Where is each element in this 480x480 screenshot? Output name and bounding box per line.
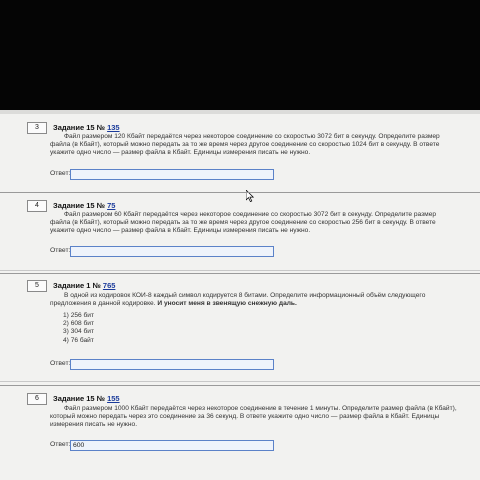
answer-label: Ответ: [50, 441, 71, 448]
task-separator [0, 270, 480, 271]
task-number-badge: 6 [27, 393, 47, 405]
task-header-label: Задание 15 № [53, 201, 105, 210]
task-link[interactable]: 75 [107, 201, 116, 210]
task-text-bold: И уносит меня в звенящую снежную даль. [157, 299, 297, 307]
task-text: Файл размером 1000 Кбайт передаётся через некоторое соединение в течение 1 минуты. Определите размер файла (в Кбайт), который можно передать через это соединение за 36 секунд. В ответе укажите одно число — размер файла в Кбайт. Единицы измерения писать не нужно. [50, 405, 457, 428]
answer-options [63, 312, 94, 345]
answer-input[interactable]: 600 [70, 440, 274, 451]
option-1: 1) 256 бит [63, 312, 95, 319]
answer-label: Ответ: [50, 360, 71, 367]
task-number-badge: 5 [27, 280, 47, 292]
task-header-label: Задание 15 № [53, 123, 105, 132]
option-4: 4) 76 байт [63, 336, 94, 344]
task-header [53, 394, 120, 403]
task-text-plain: В одной из кодировок КОИ-8 каждый символ кодируется 8 битами. Определите информационный объём следующего предложения в данной кодировке. [50, 292, 426, 307]
option-2: 2) 608 бит [63, 320, 95, 328]
task-header-label: Задание 15 № [53, 394, 105, 403]
task-header [53, 281, 115, 290]
task-text [50, 292, 458, 308]
task-link[interactable]: 155 [107, 394, 120, 403]
task-header [53, 123, 120, 132]
task-header [53, 201, 115, 210]
task-separator [0, 381, 480, 382]
task-number-badge: 3 [27, 122, 47, 134]
task-separator [0, 273, 480, 274]
task-text: Файл размером 60 Кбайт передаётся через некоторое соединение со скоростью 3072 бит в секунду. Определите размер файла (в Кбайт), который можно передать за то же время через другое соединение со скоростью 256 бит в секунду. В ответе укажите одно число — размер файла в Кбайт. Единицы измерения писать не нужно. [50, 211, 437, 234]
task-separator [0, 385, 480, 386]
answer-input[interactable] [70, 246, 274, 257]
page-top-edge [0, 110, 480, 114]
task-header-label: Задание 1 № [53, 281, 101, 290]
task-number-badge: 4 [27, 200, 47, 212]
exam-page [0, 110, 480, 480]
task-text: Файл размером 120 Кбайт передаётся через некоторое соединение со скоростью 3072 бит в секунду. Определите размер файла (в Кбайт), который можно передать за то же время через другое соединение со скоростью 1024 бит в секунду. В ответе укажите одно число — размер файла в Кбайт. Единицы измерения писать не нужно. [50, 133, 440, 156]
answer-input[interactable] [70, 359, 274, 370]
answer-label: Ответ: [50, 247, 71, 254]
task-link[interactable]: 135 [107, 123, 120, 132]
option-3: 3) 304 бит [63, 328, 95, 336]
answer-label: Ответ: [50, 170, 71, 177]
task-separator [0, 192, 480, 193]
task-link[interactable]: 765 [102, 281, 116, 290]
answer-input[interactable] [70, 169, 274, 180]
